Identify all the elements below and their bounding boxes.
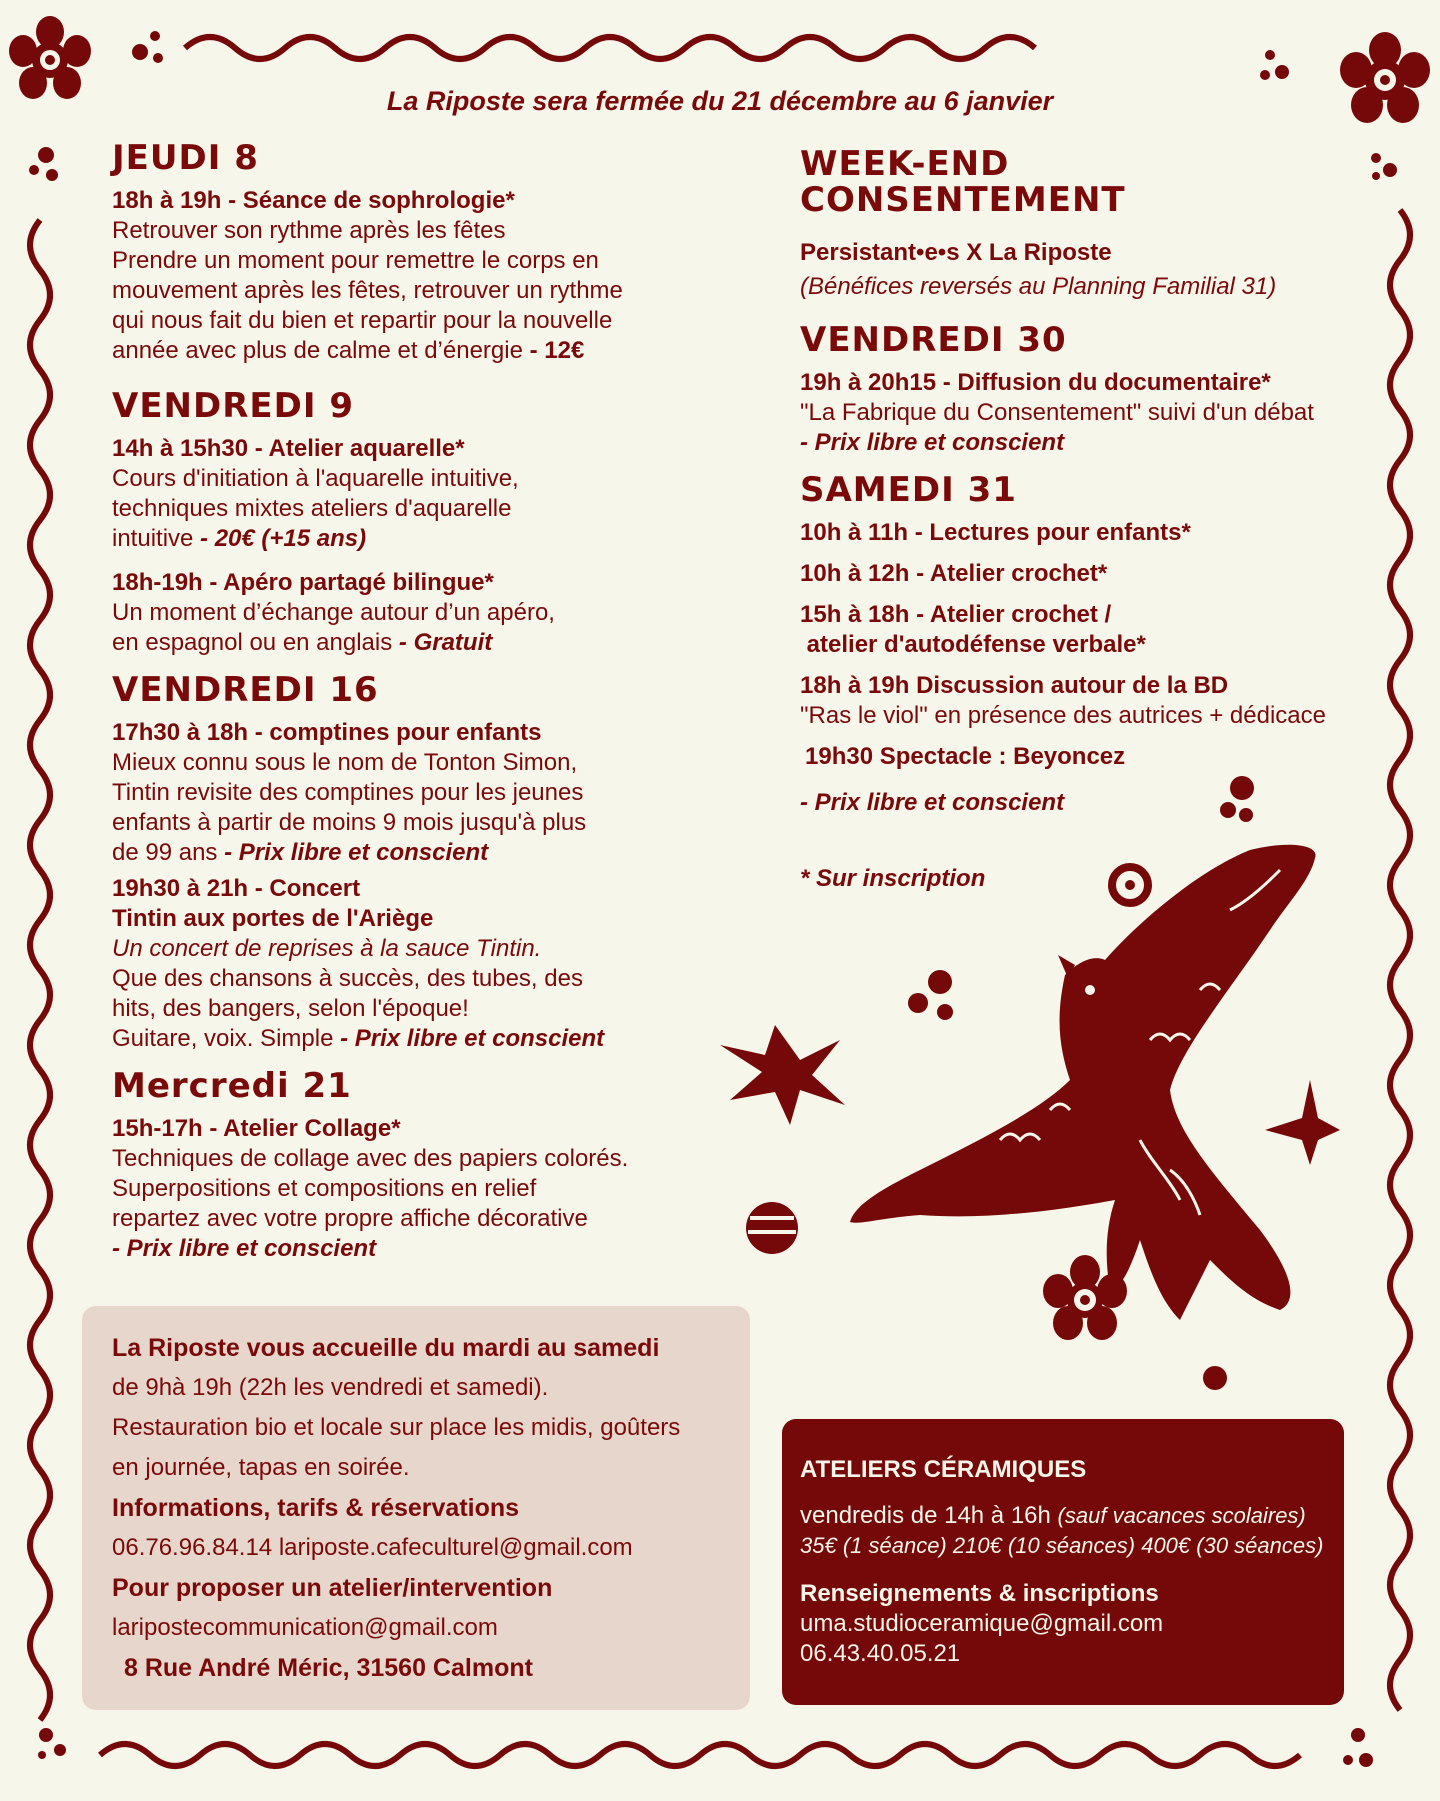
event-title: 19h30 Spectacle : Beyoncez — [805, 743, 1126, 770]
event-title: 15h-17h - Atelier Collage* — [112, 1115, 401, 1142]
weekend-partner: Persistant•e•s X La Riposte — [800, 239, 1112, 266]
event-line: qui nous fait du bien et repartir pour la nouvelle — [112, 307, 613, 334]
event-aquarelle — [112, 434, 752, 554]
event-price: - 20€ (+15 ans) — [193, 525, 367, 552]
event-comptines — [112, 718, 752, 868]
day-heading: VENDREDI 9 — [112, 386, 354, 426]
event-line: Cours d'initiation à l'aquarelle intuitive, — [112, 465, 519, 492]
event-sophrologie — [112, 186, 752, 366]
bird-icon — [850, 845, 1316, 1320]
event-price: - Prix libre et conscient — [217, 839, 489, 866]
info-food-1: Restauration bio et locale sur place les midis, goûters — [112, 1414, 681, 1441]
event-line: Mieux connu sous le nom de Tonton Simon, — [112, 749, 578, 776]
ceramics-info-title: Renseignements & inscriptions — [800, 1580, 1159, 1607]
event-italic-line: Un concert de reprises à la sauce Tintin. — [112, 935, 542, 962]
left-wave — [30, 220, 50, 1720]
weekend-info — [800, 238, 1360, 302]
event-crochet — [800, 559, 1360, 589]
event-title: 17h30 à 18h - comptines pour enfants — [112, 719, 542, 746]
ceramics-title: ATELIERS CÉRAMIQUES — [800, 1456, 1087, 1483]
event-line: Techniques de collage avec des papiers colorés. — [112, 1145, 629, 1172]
info-propose-email: laripostecommunication@gmail.com — [112, 1614, 498, 1641]
ceramics-schedule-line — [800, 1501, 1326, 1531]
event-line: Un moment d’échange autour d’un apéro, — [112, 599, 555, 626]
top-wave — [185, 37, 1035, 59]
event-line: en espagnol ou en anglais — [112, 629, 393, 656]
sparkle-icon — [1265, 1080, 1340, 1165]
bottom-wave — [100, 1744, 1300, 1766]
event-title: 10h à 11h - Lectures pour enfants* — [800, 519, 1191, 546]
right-wave — [1390, 210, 1410, 1710]
event-title: 10h à 12h - Atelier crochet* — [800, 560, 1108, 587]
weekend-note: (Bénéfices reversés au Planning Familial 31) — [800, 273, 1277, 300]
info-contact: 06.76.96.84.14 lariposte.cafeculturel@gmail.com — [112, 1534, 633, 1561]
event-line: mouvement après les fêtes, retrouver un rythme — [112, 277, 623, 304]
event-line: "La Fabrique du Consentement" suivi d'un débat — [800, 399, 1314, 426]
event-title: 18h à 19h - Séance de sophrologie* — [112, 187, 515, 214]
event-documentaire — [800, 368, 1360, 458]
footnote — [800, 864, 1360, 894]
info-hours: de 9hà 19h (22h les vendredi et samedi). — [112, 1374, 549, 1401]
event-line: année avec plus de calme et d’énergie — [112, 337, 523, 364]
event-price: - Prix libre et conscient — [112, 1235, 377, 1262]
ball-icon — [746, 1202, 798, 1254]
weekend-title-1: WEEK-END — [800, 144, 1010, 184]
event-line: repartez avec votre propre affiche décorative — [112, 1205, 588, 1232]
day-heading: VENDREDI 16 — [112, 670, 379, 710]
event-apero — [112, 568, 752, 658]
event-bd — [800, 671, 1360, 731]
closure-notice: La Riposte sera fermée du 21 décembre au 6 janvier — [386, 86, 1054, 116]
event-line: Tintin revisite des comptines pour les jeunes — [112, 779, 584, 806]
event-title: 15h à 18h - Atelier crochet / — [800, 601, 1112, 628]
ceramics-email: uma.studioceramique@gmail.com — [800, 1610, 1164, 1637]
info-box — [82, 1306, 750, 1710]
footnote-text: * Sur inscription — [800, 865, 986, 892]
event-title: 19h à 20h15 - Diffusion du documentaire* — [800, 369, 1271, 396]
ceramics-prices: 35€ (1 séance) 210€ (10 séances) 400€ (30 séances) — [800, 1533, 1324, 1558]
event-line: Retrouver son rythme après les fêtes — [112, 217, 506, 244]
event-line: techniques mixtes ateliers d'aquarelle — [112, 495, 512, 522]
event-crochet-autodefense — [800, 600, 1360, 660]
event-price: - Prix libre et conscient — [800, 789, 1065, 816]
ceramics-phone: 06.43.40.05.21 — [800, 1640, 961, 1667]
event-price: - Prix libre et conscient — [800, 429, 1065, 456]
event-line: Que des chansons à succès, des tubes, des — [112, 965, 583, 992]
event-price: - Gratuit — [392, 629, 493, 656]
ceramics-schedule: vendredis de 14h à 16h — [800, 1502, 1051, 1529]
day-heading: VENDREDI 30 — [800, 320, 1067, 360]
event-line: de 99 ans — [112, 839, 218, 866]
day-heading: Mercredi 21 — [112, 1066, 352, 1106]
event-title: 18h à 19h Discussion autour de la BD — [800, 672, 1229, 699]
event-line: enfants à partir de moins 9 mois jusqu'à plus — [112, 809, 587, 836]
ceramics-box — [782, 1419, 1344, 1705]
event-price: - Prix libre et conscient — [333, 1025, 605, 1052]
event-price: - 12€ — [522, 337, 585, 364]
left-column — [112, 140, 752, 1278]
right-column — [800, 140, 1360, 908]
event-collage — [112, 1114, 752, 1264]
event-concert — [112, 874, 752, 1054]
event-spectacle-price — [800, 788, 1360, 818]
event-spectacle — [800, 742, 1360, 772]
day-heading: SAMEDI 31 — [800, 470, 1017, 510]
event-title: 19h30 à 21h - Concert — [112, 875, 361, 902]
info-title: La Riposte vous accueille du mardi au samedi — [112, 1334, 660, 1362]
event-line: hits, des bangers, selon l'époque! — [112, 995, 469, 1022]
info-address: 8 Rue André Méric, 31560 Calmont — [124, 1654, 533, 1682]
event-title: 14h à 15h30 - Atelier aquarelle* — [112, 435, 465, 462]
info-contact-title: Informations, tarifs & réservations — [112, 1494, 520, 1522]
event-line: Superpositions et compositions en relief — [112, 1175, 537, 1202]
event-title: atelier d'autodéfense verbale* — [800, 631, 1146, 658]
event-title: 18h-19h - Apéro partagé bilingue* — [112, 569, 494, 596]
day-heading: JEUDI 8 — [112, 138, 259, 178]
event-line: Guitare, voix. Simple — [112, 1025, 334, 1052]
info-food-2: en journée, tapas en soirée. — [112, 1454, 410, 1481]
ceramics-schedule-note: (sauf vacances scolaires) — [1057, 1503, 1306, 1528]
event-lectures — [800, 518, 1360, 548]
event-line: intuitive — [112, 525, 194, 552]
info-propose-title: Pour proposer un atelier/intervention — [112, 1574, 553, 1602]
event-subtitle: Tintin aux portes de l'Ariège — [112, 905, 434, 932]
weekend-title-2: CONSENTEMENT — [800, 180, 1126, 220]
event-line: Prendre un moment pour remettre le corps en — [112, 247, 599, 274]
event-line: "Ras le viol" en présence des autrices + dédicace — [800, 702, 1326, 729]
